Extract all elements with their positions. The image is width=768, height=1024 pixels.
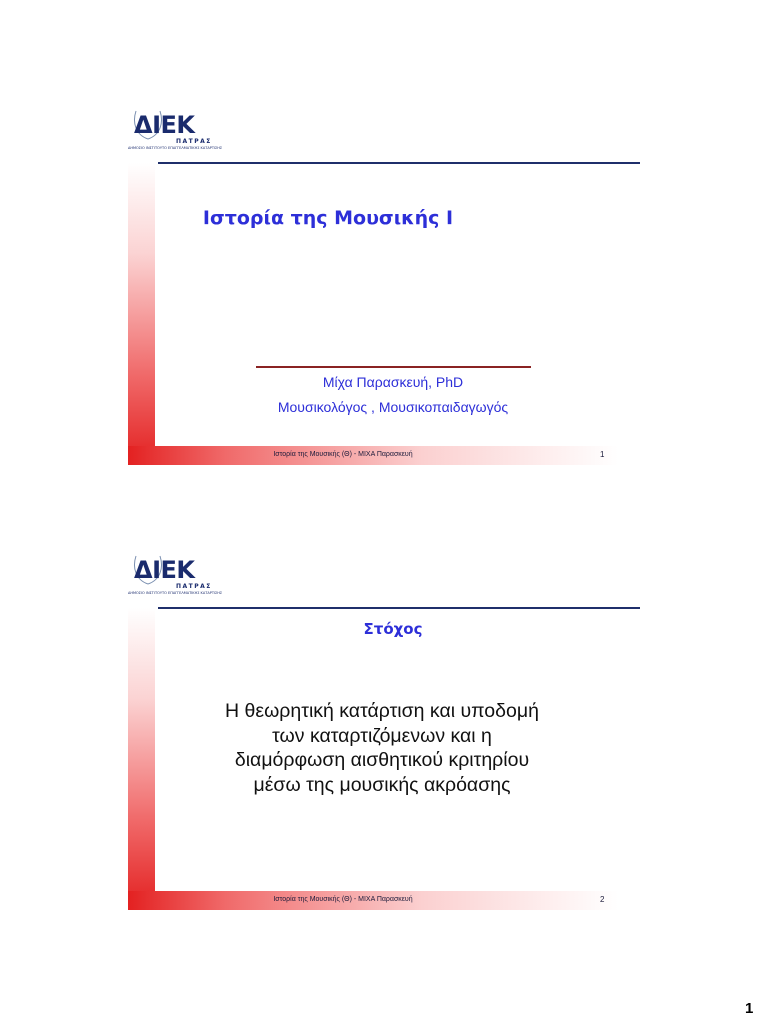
logo-wordmark: ΔΙΕΚ (134, 556, 195, 584)
slide-title: Ιστορία της Μουσικής Ι (202, 207, 454, 229)
slide-body (152, 699, 612, 797)
slide-title: Στόχος (363, 620, 423, 638)
author-rule (256, 366, 531, 368)
logo-subtitle: ΠΑΤΡΑΣ (176, 583, 212, 590)
body-line: διαμόρφωση αισθητικού κριτηρίου (234, 749, 530, 771)
slide-number: 1 (600, 450, 605, 459)
page-number: 1 (745, 1000, 754, 1017)
logo-tagline: ΔΗΜΟΣΙΟ ΙΝΣΤΙΤΟΥΤΟ ΕΠΑΓΓΕΛΜΑΤΙΚΗΣ ΚΑΤΑΡΤΙΣΗΣ (128, 146, 223, 150)
slide-number: 2 (600, 895, 605, 904)
logo-subtitle: ΠΑΤΡΑΣ (176, 138, 212, 145)
slide-author: Μίχα Παρασκευή, PhD (322, 374, 464, 390)
logo-tagline: ΔΗΜΟΣΙΟ ΙΝΣΤΙΤΟΥΤΟ ΕΠΑΓΓΕΛΜΑΤΙΚΗΣ ΚΑΤΑΡΤΙΣΗΣ (128, 591, 223, 595)
diek-logo (128, 556, 228, 608)
slide-left-gradient-bar (128, 608, 155, 910)
body-line: Η θεωρητική κατάρτιση και υποδομή (225, 700, 539, 722)
logo-wordmark: ΔΙΕΚ (134, 111, 195, 139)
diek-logo (128, 111, 228, 163)
slide-header-rule (158, 607, 640, 609)
slide-footer: Ιστορία της Μουσικής (Θ) - ΜΙΧΑ Παρασκευή (273, 451, 413, 458)
slide-author-role: Μουσικολόγος , Μουσικοπαιδαγωγός (277, 399, 509, 415)
slide-2 (128, 556, 640, 910)
body-line: των καταρτιζόμενων και η (272, 724, 492, 747)
body-line: μέσω της μουσικής ακρόασης (253, 773, 511, 796)
slide-header-rule (158, 162, 640, 164)
slide-1 (128, 111, 640, 465)
slide-footer: Ιστορία της Μουσικής (Θ) - ΜΙΧΑ Παρασκευή (273, 896, 413, 903)
